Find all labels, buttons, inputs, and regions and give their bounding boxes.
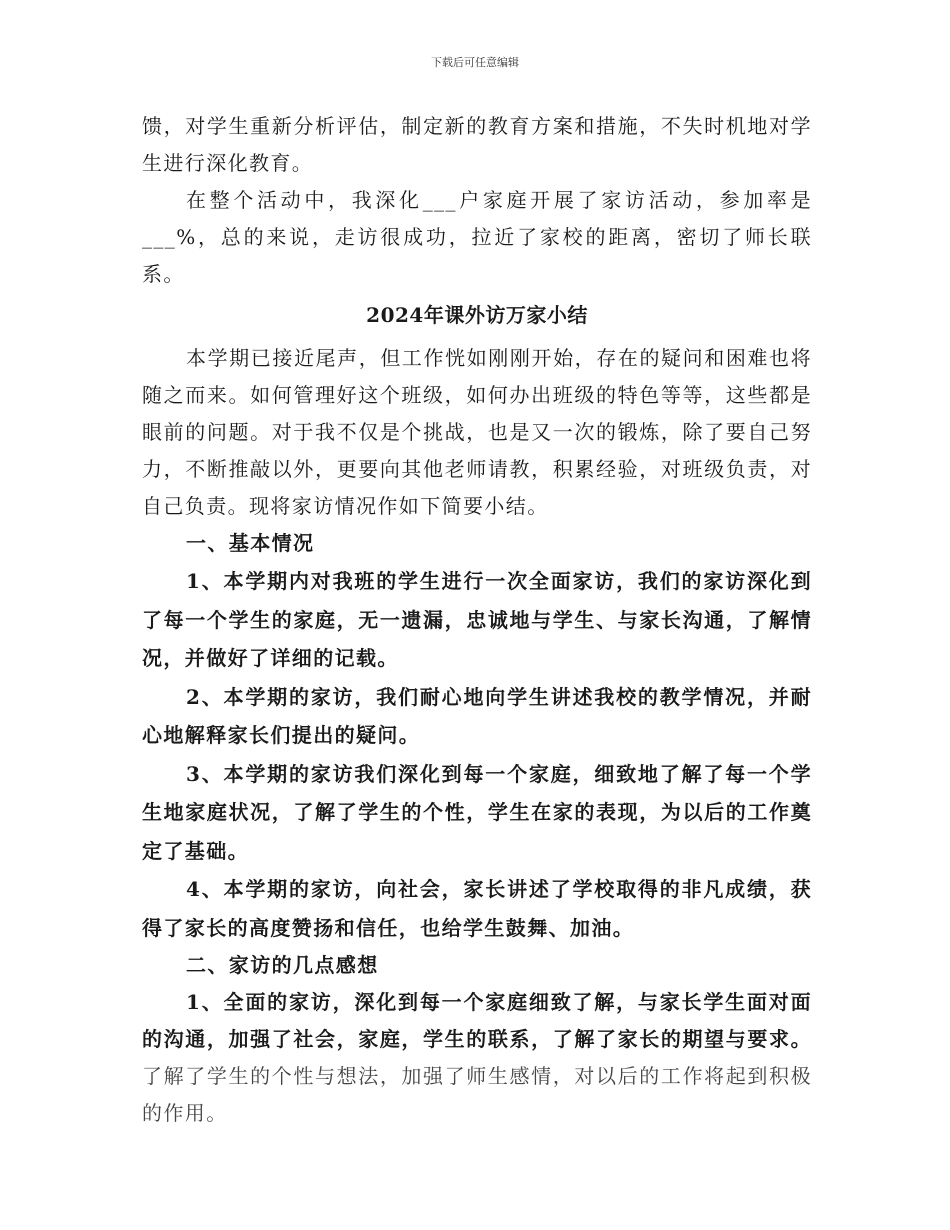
section-heading-thoughts: 二、家访的几点感想 (186, 953, 379, 977)
page-header: 下载后可任意编辑 (431, 56, 519, 69)
intro-paragraph-continued: 馈，对学生重新分析评估，制定新的教育方案和措施，不失时机地对学生进行深化教育。 (142, 114, 812, 175)
thoughts-item-rest: 了解了学生的个性与想法，加强了师生感情，对以后的工作将起到积极的作用。 (142, 1064, 812, 1125)
section-heading-basic: 一、基本情况 (186, 531, 315, 555)
summary-paragraph: 本学期已接近尾声，但工作恍如刚刚开始，存在的疑问和困难也将随之而来。如何管理好这个班级，如何办出班级的特色等等，这些都是眼前的问题。对于我不仅是个挑战，也是又一次的锻炼，除了要自己努力，不断推敲以外，更要向其他老师请教，积累经验，对班级负责，对自己负责。现将家访情况作如下简要小结。 (142, 346, 812, 518)
basic-item: 2、本学期的家访，我们耐心地向学生讲述我校的教学情况，并耐心地解释家长们提出的疑问。 (142, 684, 812, 747)
basic-item: 4、本学期的家访，向社会，家长讲述了学校取得的非凡成绩，获得了家长的高度赞扬和信任，也给学生鼓舞、加油。 (142, 877, 812, 940)
document-title: 2024年课外访万家小结 (366, 303, 588, 327)
basic-item: 1、本学期内对我班的学生进行一次全面家访，我们的家访深化到了每一个学生的家庭，无一遗漏，忠诚地与学生、与家长沟通，了解情况，并做好了详细的记载。 (142, 569, 812, 670)
thoughts-item-bold: 1、全面的家访，深化到每一个家庭细致了解，与家长学生面对面的沟通，加强了社会，家庭，学生的联系，了解了家长的期望与要求。 (142, 990, 812, 1051)
intro-paragraph-participation: 在整个活动中，我深化___户家庭开展了家访活动，参加率是___%，总的来说，走访很成功，拉近了家校的距离，密切了师长联系。 (142, 188, 812, 286)
thoughts-item (142, 984, 812, 1132)
document-body (142, 108, 812, 1132)
basic-item: 3、本学期的家访我们深化到每一个家庭，细致地了解了每一个学生地家庭状况，了解了学生的个性，学生在家的表现，为以后的工作奠定了基础。 (142, 761, 812, 863)
section-basic-items (142, 562, 812, 947)
